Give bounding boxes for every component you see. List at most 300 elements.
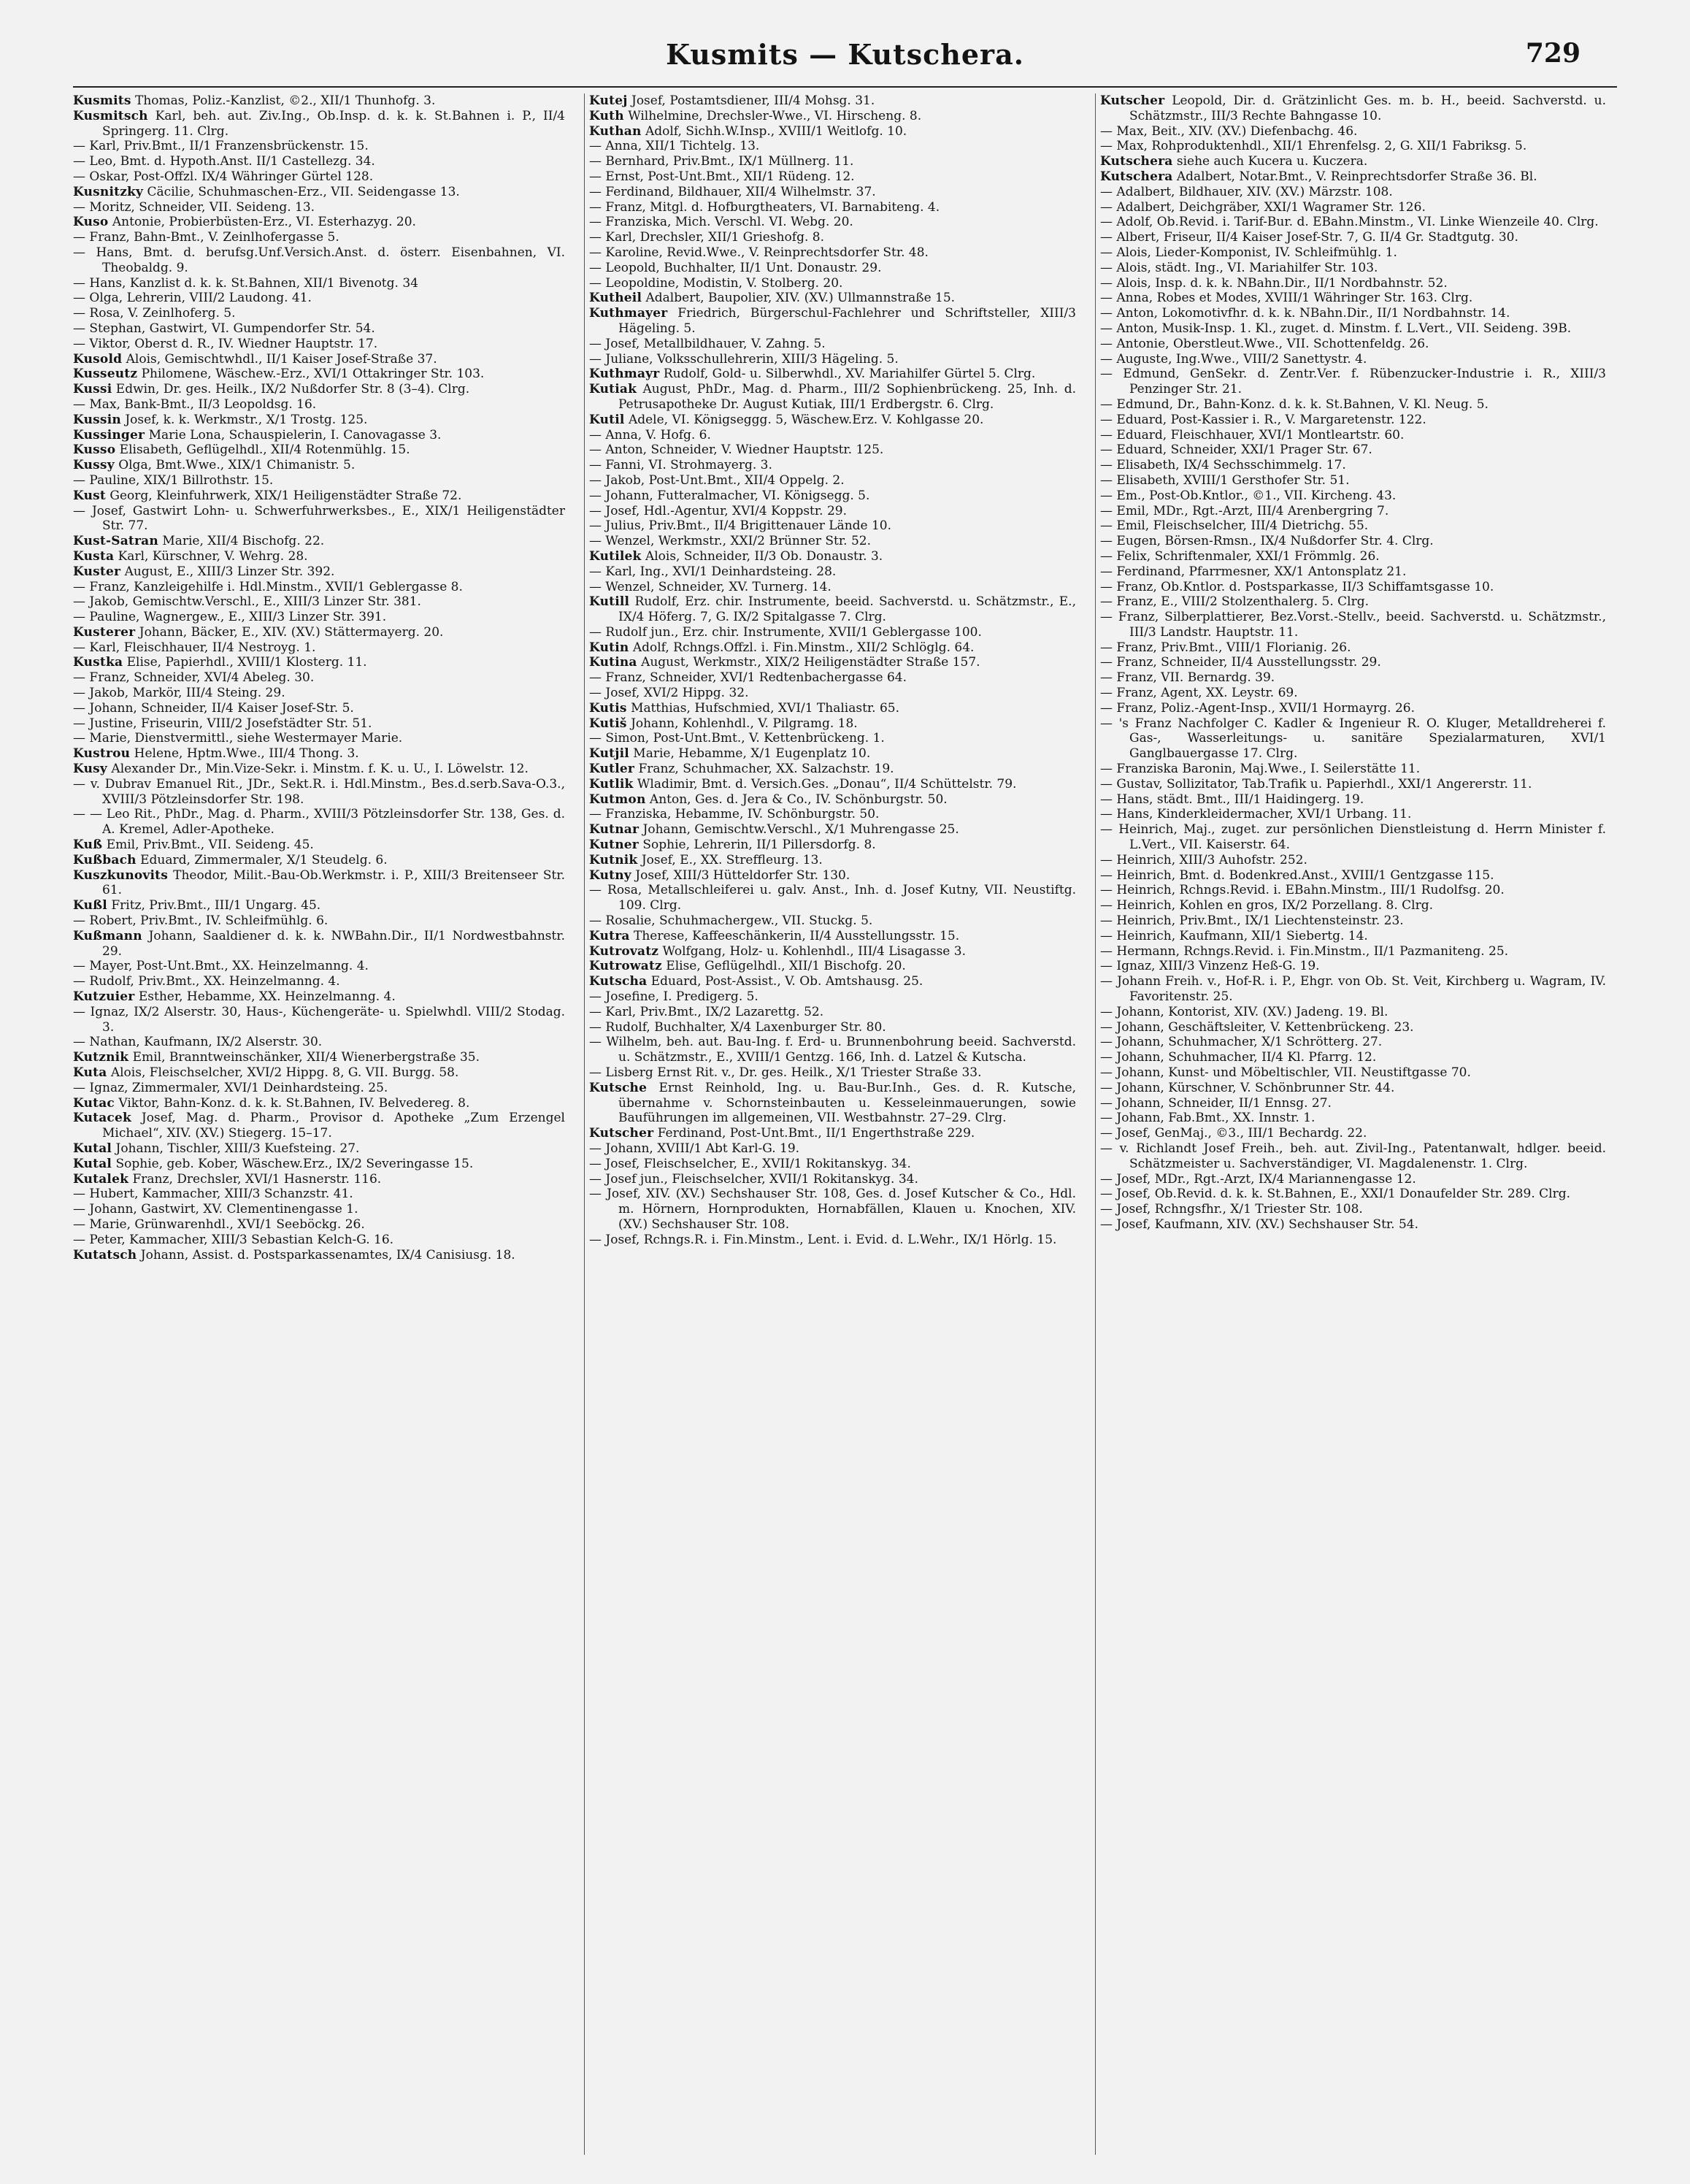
directory-entry [73,1157,565,1172]
entry-details: — Emil, Fleischselcher, III/4 Dietrichg. 55. [1100,518,1369,534]
entry-details: Adele, VI. Königseggg. 5, Wäschew.Erz. V. Kohlgasse 20. [628,412,984,427]
entry-details: — Rudolf jun., Erz. chir. Instrumente, XVII/1 Geblergasse 100. [589,624,982,640]
directory-entry [73,154,565,169]
entry-details: — Franz, Bahn-Bmt., V. Zeinlhofergasse 5. [73,230,339,245]
entry-surname: Kutnik [589,852,638,867]
directory-entry [73,413,565,428]
entry-surname: Kutal [73,1141,112,1156]
directory-entry [73,640,565,656]
entry-details: Josef, XIII/3 Hütteldorfer Str. 130. [635,867,850,883]
entry-details: Johann, Kohlenhdl., V. Pilgramg. 18. [631,716,858,731]
entry-details: Johann, Assist. d. Postsparkassenamtes, IX/4 Canisiusg. 18. [140,1247,515,1262]
entry-details: — Albert, Friseur, II/4 Kaiser Josef-Str. 7, G. II/4 Gr. Stadtgutg. 30. [1100,230,1518,245]
entry-details: — Karoline, Revid.Wwe., V. Reinprechtsdorfer Str. 48. [589,245,929,260]
entry-details: Fritz, Priv.Bmt., III/1 Ungarg. 45. [111,898,321,913]
entry-details: — Adolf, Ob.Revid. i. Tarif-Bur. d. EBahn.Minstm., VI. Linke Wienzeile 40. Clrg. [1100,215,1599,230]
directory-entry [589,306,1076,337]
entry-surname: Kustrou [73,746,131,762]
entry-details: — Anton, Schneider, V. Wiedner Hauptstr. 125. [589,442,884,458]
directory-entry [1100,1126,1606,1141]
entry-details: Ferdinand, Post-Unt.Bmt., II/1 Engerthstraße 229. [657,1126,975,1141]
entry-details: August, Werkmstr., XIX/2 Heiligenstädter Straße 157. [641,655,980,670]
directory-entry [73,610,565,625]
directory-entry [73,929,565,959]
directory-entry [73,1081,565,1096]
entry-details: — Franz, Mitgl. d. Hofburgtheaters, VI. Barnabiteng. 4. [589,199,940,215]
entry-details: Viktor, Bahn-Konz. d. k. k. St.Bahnen, IV. Belvedereg. 8. [118,1095,470,1111]
entry-details: — Rudolf, Priv.Bmt., XX. Heinzelmanng. 4. [73,974,340,989]
entry-surname: Kust-Satran [73,534,158,549]
directory-entry [1100,564,1606,580]
directory-entry [589,109,1076,124]
directory-entry [589,169,1076,185]
directory-entry [1100,1172,1606,1187]
entry-details: — Moritz, Schneider, VII. Seideng. 13. [73,199,315,215]
directory-entry [1100,534,1606,549]
entry-surname: Kußl [73,898,107,913]
entry-surname: Kutill [589,594,630,610]
directory-entry [73,428,565,443]
directory-entry [1100,686,1606,701]
directory-entry [1100,230,1606,245]
entry-details: — Franz, E., VIII/2 Stolzenthalerg. 5. Clrg. [1100,594,1369,610]
entry-details: — Elisabeth, XVIII/1 Gersthofer Str. 51. [1100,472,1350,488]
directory-entry [589,549,1076,564]
entry-surname: Kutscher [1100,93,1165,108]
entry-details: — Auguste, Ing.Wwe., VIII/2 Sanettystr. 4. [1100,351,1367,367]
entry-details: — Olga, Lehrerin, VIII/2 Laudong. 41. [73,291,312,306]
directory-entry [1100,1217,1606,1233]
entry-surname: Kust [73,488,106,503]
entry-details: — Leopoldine, Modistin, V. Stolberg. 20. [589,275,843,291]
entry-details: Philomene, Wäschew.-Erz., XVI/1 Ottakringer Str. 103. [141,367,485,382]
directory-entry [1100,488,1606,504]
entry-details: Adolf, Sichh.W.Insp., XVIII/1 Weitlofg. 10. [645,123,907,139]
entry-details: — Hermann, Rchngs.Revid. i. Fin.Minstm., II/1 Pazmaniteng. 25. [1100,943,1509,959]
entry-details: — Lisberg Ernst Rit. v., Dr. ges. Heilk., X/1 Triester Straße 33. [589,1065,982,1080]
directory-entry [1100,913,1606,929]
entry-surname: Kusold [73,351,123,367]
entry-details: — Heinrich, Maj., zuget. zur persönlichen Dienstleistung d. Herrn Minister f. L.Vert., VII. Kaiserstr. 64. [1100,822,1606,853]
entry-details: — Johann, Geschäftsleiter, V. Kettenbrückeng. 23. [1100,1019,1414,1035]
directory-entry [589,1157,1076,1172]
entry-details: — Johann, Fab.Bmt., XX. Innstr. 1. [1100,1111,1315,1126]
entry-details: — Rosalie, Schuhmachergew., VII. Stuckg. 5. [589,913,873,929]
entry-surname: Kutznik [73,1050,129,1065]
directory-entry [589,488,1076,504]
entry-details: Alois, Fleischselcher, XVI/2 Hippg. 8, G. VII. Burgg. 58. [110,1065,459,1080]
entry-details: Adalbert, Baupolier, XIV. (XV.) Ullmannstraße 15. [645,291,956,306]
entry-details: Johann, Bäcker, E., XIV. (XV.) Stättermayerg. 20. [139,624,444,640]
entry-details: — Emil, MDr., Rgt.-Arzt, III/4 Arenbergring 7. [1100,503,1389,518]
directory-entry [589,580,1076,595]
entry-surname: Kutac [73,1095,115,1111]
directory-entry [73,1050,565,1065]
directory-entry [73,488,565,504]
entry-details: Esther, Hebamme, XX. Heinzelmanng. 4. [138,989,396,1005]
entry-details: — Josef jun., Fleischselcher, XVII/1 Rokitanskyg. 34. [589,1171,918,1187]
entry-surname: Kusmits [73,93,131,108]
entry-details: — Edmund, Dr., Bahn-Konz. d. k. k. St.Bahnen, V. Kl. Neug. 5. [1100,396,1489,412]
entry-surname: Kutner [589,838,639,853]
entry-details: — Wenzel, Werkmstr., XXI/2 Brünner Str. 52. [589,534,871,549]
directory-entry [589,382,1076,413]
directory-entry [589,230,1076,245]
entry-surname: Kustka [73,655,123,670]
entry-surname: Kutacek [73,1111,131,1126]
directory-entry [73,458,565,473]
directory-entry [589,442,1076,458]
directory-entry [73,731,565,746]
directory-entry [73,352,565,367]
directory-entry [73,777,565,808]
directory-entry [589,670,1076,686]
entry-surname: Kutjil [589,746,629,762]
directory-entry [73,1172,565,1187]
entry-details: — Viktor, Oberst d. R., IV. Wiedner Hauptstr. 17. [73,336,378,351]
directory-entry [1100,929,1606,944]
directory-entry [1100,640,1606,656]
entry-details: — Eduard, Fleischhauer, XVI/1 Montleartstr. 60. [1100,427,1405,442]
entry-details: Josef, k. k. Werkmstr., X/1 Trostg. 125. [125,412,368,427]
directory-entry [73,139,565,154]
entry-details: — Josef, Ob.Revid. d. k. k. St.Bahnen, E., XXI/1 Donaufelder Str. 289. Clrg. [1100,1187,1570,1202]
entry-details: — Franziska, Hebamme, IV. Schönburgstr. 50. [589,807,880,822]
entry-details: — Johann, Schneider, II/1 Ennsg. 27. [1100,1095,1332,1111]
entry-surname: Kussinger [73,427,145,442]
directory-entry [1100,792,1606,808]
entry-surname: Kuso [73,215,109,230]
entry-details: — Johann, Kontorist, XIV. (XV.) Jadeng. 19. Bl. [1100,1004,1389,1019]
entry-details: — Alois, städt. Ing., VI. Mariahilfer Str. 103. [1100,260,1378,275]
directory-entry [73,838,565,853]
directory-entry [1100,321,1606,337]
directory-entry [589,564,1076,580]
entry-details: — Franz, Kanzleigehilfe i. Hdl.Minstm., XVII/1 Geblergasse 8. [73,579,463,594]
entry-details: — Johann, Kürschner, V. Schönbrunner Str. 44. [1100,1080,1395,1095]
directory-entry [73,853,565,868]
directory-entry [73,367,565,382]
directory-entry [589,1126,1076,1141]
directory-entry [589,944,1076,959]
entry-details: Alois, Gemischtwhdl., II/1 Kaiser Josef-Straße 37. [126,351,437,367]
directory-entry [73,989,565,1005]
entry-surname: Kutiak [589,382,637,397]
entry-details: — Julius, Priv.Bmt., II/4 Brigittenauer Lände 10. [589,518,892,534]
entry-details: — Edmund, GenSekr. d. Zentr.Ver. f. Rübenzucker-Industrie i. R., XIII/3 Penzinger Str. 21. [1100,367,1606,397]
directory-entry [73,701,565,716]
directory-entry [589,518,1076,534]
directory-entry [1100,959,1606,974]
directory-entry [589,139,1076,154]
entry-details: — Leopold, Buchhalter, II/1 Unt. Donaustr. 29. [589,260,882,275]
entry-details: — Mayer, Post-Unt.Bmt., XX. Heinzelmanng. 4. [73,959,369,974]
entry-details: — Max, Beit., XIV. (XV.) Diefenbachg. 46. [1100,123,1358,139]
entry-details: — Ernst, Post-Unt.Bmt., XII/1 Rüdeng. 12. [589,169,855,184]
entry-details: August, PhDr., Mag. d. Pharm., III/2 Sophienbrückeng. 25, Inh. d. Petrusapotheke Dr. August Kutiak, III/1 Erdbergstr. 6. Clrg. [618,382,1077,412]
directory-entry [589,974,1076,989]
entry-details: — Josef, Metallbildhauer, V. Zahng. 5. [589,336,826,351]
entry-details: — Em., Post-Ob.Kntlor., ©1., VII. Kircheng. 43. [1100,488,1397,503]
entry-details: — Josef, XIV. (XV.) Sechshauser Str. 108, Ges. d. Josef Kutscher & Co., Hdl. m. Hörnern, Hornprodukten, Hornabfällen, Klauen u. Knochen, XIV. (XV.) Sechshauser Str. 108. [589,1187,1076,1232]
directory-entry [589,200,1076,215]
directory-entry [73,93,565,109]
entry-details: — Stephan, Gastwirt, VI. Gumpendorfer Str. 54. [73,321,375,336]
entry-details: — Leo, Bmt. d. Hypoth.Anst. II/1 Castellezg. 34. [73,154,375,169]
entry-details: Adalbert, Notar.Bmt., V. Reinprechtsdorfer Straße 36. Bl. [1176,169,1537,184]
entry-details: Friedrich, Bürgerschul-Fachlehrer und Schriftsteller, XIII/3 Hägeling. 5. [618,306,1076,336]
entry-details: — Franz, Silberplattierer, Bez.Vorst.-Stellv., beeid. Sachverstd. u. Schätzmstr., III/3 Landstr. Hauptstr. 11. [1100,610,1606,640]
entry-surname: Kutschera [1100,169,1173,184]
directory-entry [589,822,1076,838]
entry-details: — Josef, Hdl.-Agentur, XVI/4 Koppstr. 29. [589,503,847,518]
entry-details: Elisabeth, Geflügelhdl., XII/4 Rotenmühlg. 15. [119,442,410,458]
entry-details: — Franz, Schneider, XVI/1 Redtenbachergasse 64. [589,670,907,686]
directory-entry [589,929,1076,944]
directory-entry [73,625,565,640]
directory-entry [589,1081,1076,1126]
directory-entry [73,1111,565,1141]
entry-surname: Kutin [589,640,629,655]
entry-surname: Kutscher [589,1126,654,1141]
entry-surname: Kusseutz [73,367,138,382]
entry-details: — Josefine, I. Predigerg. 5. [589,989,758,1005]
directory-entry [589,1035,1076,1065]
entry-details: — Karl, Fleischhauer, II/4 Nestroyg. 1. [73,640,316,655]
entry-details: Leopold, Dir. d. Grätzinlicht Ges. m. b. H., beeid. Sachverstd. u. Schätzmstr., III/3 Rechte Bahngasse 10. [1129,93,1606,123]
directory-entry [73,580,565,595]
entry-details: — Hans, städt. Bmt., III/1 Haidingerg. 19. [1100,792,1364,807]
entry-details: — Johann, Futteralmacher, VI. Königsegg. 5. [589,488,870,503]
directory-entry [73,230,565,245]
entry-details: — Juliane, Volksschullehrerin, XIII/3 Hägeling. 5. [589,351,899,367]
directory-entry [589,534,1076,549]
entry-details: — Johann, Schuhmacher, II/4 Kl. Pfarrg. 12. [1100,1050,1377,1065]
directory-entry [73,762,565,777]
directory-entry [1100,868,1606,884]
directory-entry [1100,306,1606,321]
entry-surname: Kusmitsch [73,108,148,123]
directory-entry [589,838,1076,853]
directory-entry [589,1065,1076,1081]
directory-entry [589,261,1076,276]
directory-entry [73,397,565,413]
directory-entry [589,746,1076,762]
entry-surname: Kuster [73,564,121,579]
directory-entry [73,564,565,580]
directory-entry [1100,701,1606,716]
entry-details: Johann, Tischler, XIII/3 Kuefsteing. 27. [115,1141,360,1156]
directory-entry [589,504,1076,519]
directory-entry [589,762,1076,777]
directory-entry [73,1141,565,1157]
entry-details: — Franziska Baronin, Maj.Wwe., I. Seilerstätte 11. [1100,762,1421,777]
entry-details: Wolfgang, Holz- u. Kohlenhdl., III/4 Lisagasse 3. [662,943,966,959]
entry-surname: Kussin [73,412,121,427]
directory-entry [73,291,565,306]
directory-entry [1100,822,1606,853]
entry-details: — Anna, Robes et Modes, XVIII/1 Währinger Str. 163. Clrg. [1100,291,1473,306]
entry-details: — Josef, Kaufmann, XIV. (XV.) Sechshauser Str. 54. [1100,1216,1419,1232]
column-middle [584,93,1083,2155]
directory-entry [1100,518,1606,534]
directory-entry [73,898,565,913]
directory-entry [73,109,565,139]
entry-details: Sophie, geb. Kober, Wäschew.Erz., IX/2 Severingasse 15. [115,1156,474,1171]
directory-entry [1100,549,1606,564]
directory-entry [73,306,565,321]
directory-entry [1100,473,1606,488]
entry-details: Matthias, Hufschmied, XVI/1 Thaliastr. 65. [631,700,900,716]
entry-surname: Kussi [73,382,112,397]
entry-details: — — Leo Rit., PhDr., Mag. d. Pharm., XVIII/3 Pötzleinsdorfer Str. 138, Ges. d. A. Kremel, Adler-Apotheke. [73,807,565,838]
directory-entry [73,215,565,230]
entry-surname: Kusta [73,548,115,564]
entry-details: — 's Franz Nachfolger C. Kadler & Ingenieur R. O. Kluger, Metalldreherei f. Gas-, Wasserleitungs- u. sanitäre Spezialarmaturen, XVI/1 Ganglbauergasse 17. Clrg. [1100,716,1606,762]
directory-entry [73,504,565,534]
entry-details: August, E., XIII/3 Linzer Str. 392. [124,564,335,579]
entry-surname: Kutzuier [73,989,135,1005]
entry-details: — Franz, Schneider, XVI/4 Abeleg. 30. [73,670,315,686]
entry-surname: Kuß [73,838,103,853]
directory-entry [73,868,565,899]
directory-entry [73,549,565,564]
directory-entry [1100,762,1606,777]
entry-details: Thomas, Poliz.-Kanzlist, ©2., XII/1 Thunhofg. 3. [135,93,436,108]
entry-details: Sophie, Lehrerin, II/1 Pillersdorfg. 8. [642,838,876,853]
directory-entry [1100,853,1606,868]
directory-entry [589,594,1076,625]
entry-details: — Ignaz, IX/2 Alserstr. 30, Haus-, Küchengeräte- u. Spielwhdl. VIII/2 Stodag. 3. [73,1004,565,1035]
directory-entry [589,686,1076,701]
entry-details: — Alois, Insp. d. k. k. NBahn.Dir., II/1 Nordbahnstr. 52. [1100,275,1448,291]
entry-surname: Kusy [73,762,108,777]
entry-details: Josef, E., XX. Streffleurg. 13. [641,852,823,867]
entry-surname: Kutnar [589,822,639,838]
entry-details: Elise, Papierhdl., XVIII/1 Klosterg. 11. [126,655,367,670]
entry-details: Emil, Branntweinschänker, XII/4 Wienerbergstraße 35. [132,1050,480,1065]
column-right [1095,93,1606,2155]
directory-entry [73,1035,565,1050]
entry-details: — Wilhelm, beh. aut. Bau-Ing. f. Erd- u. Brunnenbohrung beeid. Sachverstd. u. Schätzmstr., E., XVIII/1 Gentzg. 166, Inh. d. Latzel & Kutscha. [589,1035,1076,1065]
directory-entry [1100,215,1606,230]
entry-details: Elise, Geflügelhdl., XII/1 Bischofg. 20. [666,959,906,974]
entry-details: — Anna, XII/1 Tichtelg. 13. [589,139,760,154]
entry-details: — Josef, MDr., Rgt.-Arzt, IX/4 Mariannengasse 12. [1100,1171,1416,1187]
entry-details: Georg, Kleinfuhrwerk, XIX/1 Heiligenstädter Straße 72. [110,488,462,503]
entry-surname: Kutlik [589,776,634,792]
entry-details: — Fanni, VI. Strohmayerg. 3. [589,458,772,473]
entry-details: — Johann, Schneider, II/4 Kaiser Josef-Str. 5. [73,700,354,716]
entry-details: — Max, Bank-Bmt., II/3 Leopoldsg. 16. [73,396,317,412]
entry-details: — Anna, V. Hofg. 6. [589,427,711,442]
entry-details: — Bernhard, Priv.Bmt., IX/1 Müllnerg. 11. [589,154,854,169]
entry-details: — Eduard, Schneider, XXI/1 Prager Str. 67. [1100,442,1372,458]
entry-details: — Robert, Priv.Bmt., IV. Schleifmühlg. 6. [73,913,329,929]
directory-entry [1100,504,1606,519]
entry-details: — Josef, Rchngsfhr., X/1 Triester Str. 108. [1100,1202,1363,1217]
directory-entry [73,1187,565,1202]
directory-entry [589,458,1076,473]
entry-details: — Antonie, Oberstleut.Wwe., VII. Schottenfeldg. 26. [1100,336,1429,351]
entry-details: Karl, beh. aut. Ziv.Ing., Ob.Insp. d. k. k. St.Bahnen i. P., II/4 Springerg. 11. Clrg. [102,108,565,139]
entry-details: — Hans, Kinderkleidermacher, XVI/1 Urbang. 11. [1100,807,1412,822]
entry-surname: Kutrowatz [589,959,662,974]
directory-entry [589,1187,1076,1232]
entry-surname: Kuta [73,1065,107,1080]
entry-details: — Pauline, XIX/1 Billrothstr. 15. [73,472,274,488]
directory-entry [589,367,1076,382]
entry-details: siehe auch Kucera u. Kuczera. [1176,154,1368,169]
entry-details: — Ignaz, XIII/3 Vinzenz Heß-G. 19. [1100,959,1320,974]
directory-entry [1100,1111,1606,1126]
directory-entry [1100,1187,1606,1202]
entry-details: — Simon, Post-Unt.Bmt., V. Kettenbrückeng. 1. [589,731,885,746]
directory-entry [1100,974,1606,1005]
entry-details: — Pauline, Wagnergew., E., XIII/3 Linzer Str. 391. [73,610,387,625]
directory-entry [73,337,565,352]
directory-entry [1100,1020,1606,1035]
entry-details: Rudolf, Erz. chir. Instrumente, beeid. Sachverstd. u. Schätzmstr., E., IX/4 Höferg. 7, G. IX/2 Spitalgasse 7. Clrg. [618,594,1076,625]
entry-details: Rudolf, Gold- u. Silberwhdl., XV. Mariahilfer Gürtel 5. Clrg. [663,367,1036,382]
entry-details: — Johann, Schuhmacher, X/1 Schrötterg. 27. [1100,1035,1383,1050]
directory-entry [73,913,565,929]
entry-details: — Josef, Gastwirt Lohn- u. Schwerfuhrwerksbes., E., XIX/1 Heiligenstädter Str. 77. [73,503,565,534]
entry-details: Eduard, Post-Assist., V. Ob. Amtshausg. 25. [650,974,923,989]
entry-details: — Heinrich, Rchngs.Revid. i. EBahn.Minstm., III/1 Rudolfsg. 20. [1100,883,1505,898]
entry-details: — Alois, Lieder-Komponist, IV. Schleifmühlg. 1. [1100,245,1397,260]
entry-details: — Oskar, Post-Offzl. IX/4 Währinger Gürtel 128. [73,169,374,184]
entry-details: — Anton, Lokomotivfhr. d. k. k. NBahn.Dir., II/1 Nordbahnstr. 14. [1100,306,1510,321]
entry-details: — Max, Rohproduktenhdl., XII/1 Ehrenfelsg. 2, G. XII/1 Fabriksg. 5. [1100,139,1527,154]
entry-surname: Kußbach [73,852,137,867]
entry-surname: Kuszkunovits [73,867,168,883]
entry-details: — Adalbert, Deichgräber, XXI/1 Wagramer Str. 126. [1100,199,1426,215]
entry-surname: Kutschera [1100,154,1173,169]
entry-details: — Heinrich, XIII/3 Auhofstr. 252. [1100,852,1307,867]
directory-entry [1100,944,1606,959]
entry-details: — Nathan, Kaufmann, IX/2 Alserstr. 30. [73,1035,323,1050]
directory-entry [589,352,1076,367]
directory-entry [1100,1202,1606,1217]
entry-details: — Franz, Poliz.-Agent-Insp., XVII/1 Hormayrg. 26. [1100,700,1416,716]
directory-entry [589,337,1076,352]
entry-surname: Kutina [589,655,637,670]
directory-entry [73,670,565,686]
directory-entry [1100,442,1606,458]
directory-entry [73,1217,565,1233]
entry-details: Edwin, Dr. ges. Heilk., IX/2 Nußdorfer Str. 8 (3–4). Clrg. [115,382,470,397]
entry-surname: Kutis [589,700,627,716]
directory-entry [1100,716,1606,762]
directory-entry [1100,124,1606,139]
directory-entry [589,93,1076,109]
directory-entry [589,777,1076,792]
entry-details: — Rosa, V. Zeinlhoferg. 5. [73,306,236,321]
directory-entry [589,655,1076,670]
entry-surname: Kutilek [589,548,642,564]
entry-surname: Kutatsch [73,1247,137,1262]
directory-entry [589,883,1076,913]
entry-details: Alexander Dr., Min.Vize-Sekr. i. Minstm. f. K. u. U., I. Löwelstr. 12. [111,762,529,777]
entry-details: — Jakob, Gemischtw.Verschl., E., XIII/3 Linzer Str. 381. [73,594,421,610]
entry-details: — Adalbert, Bildhauer, XIV. (XV.) Märzstr. 108. [1100,184,1393,199]
directory-entry [1100,185,1606,200]
entry-details: — Josef, XVI/2 Hippg. 32. [589,686,749,701]
page-title: Kusmits — Kutschera. [666,38,1024,71]
directory-entry [589,1172,1076,1187]
directory-entry [1100,1065,1606,1081]
